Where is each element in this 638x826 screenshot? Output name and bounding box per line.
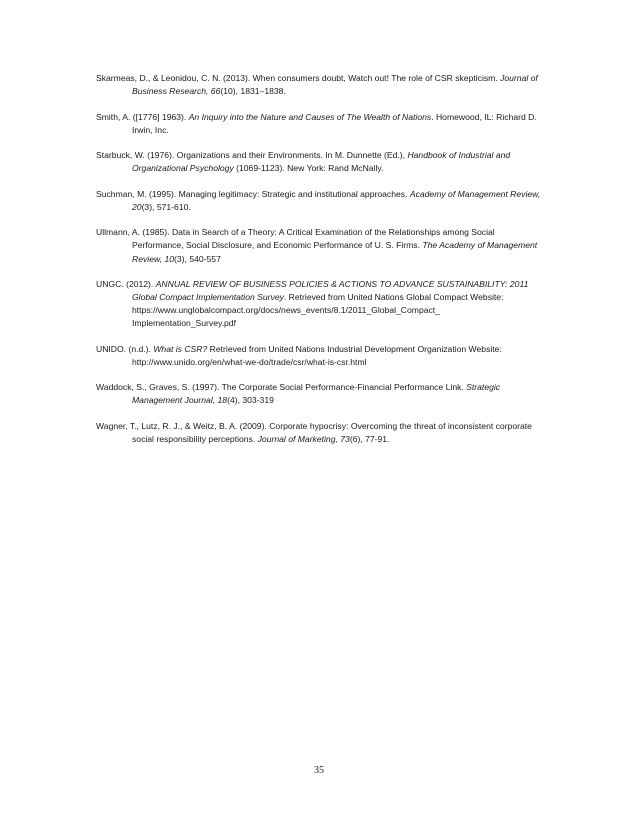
reference-text: UNIDO. (n.d.). bbox=[96, 343, 154, 354]
reference-text: . Homewood, IL: Richard D. Irwin, Inc. bbox=[132, 111, 537, 135]
reference-entry bbox=[96, 343, 546, 369]
reference-entry bbox=[96, 111, 546, 137]
reference-italic: The Academy of Management Review, 10 bbox=[132, 240, 538, 264]
reference-text: Skarmeas, D., & Leonidou, C. N. (2013). When consumers doubt, Watch out! The role of CSR skepticism. bbox=[96, 73, 501, 83]
reference-italic: Academy of Management Review, 20 bbox=[132, 188, 541, 212]
reference-text: Suchman, M. (1995). Managing legitimacy: Strategic and institutional approaches. bbox=[96, 188, 410, 199]
reference-italic: Strategic Management Journal, 18 bbox=[132, 382, 501, 406]
reference-text: Wagner, T., Lutz, R. J., & Weitz, B. A. (2009). Corporate hypocrisy: Overcoming the threat of inconsistent corporate social responsibility perceptions. bbox=[96, 420, 532, 444]
reference-entry bbox=[96, 226, 546, 265]
reference-text: UNGC. (2012). bbox=[96, 278, 156, 289]
reference-entry bbox=[96, 278, 546, 330]
reference-text: Ullmann, A. (1985). Data in Search of a Theory: A Critical Examination of the Relationships among Social Performance, Social Disclosure, and Economic Performance of U. S. Firms. bbox=[96, 227, 495, 251]
reference-text: (4), 303-319 bbox=[227, 395, 274, 406]
reference-text: . Retrieved from United Nations Global Compact Website: https://www.unglobalcompact.org/docs/news_events/8.1/2011_Global_Compact_ Implementation_Survey.pdf bbox=[132, 292, 504, 329]
reference-text: (3), 571-610. bbox=[141, 201, 191, 212]
reference-list bbox=[96, 72, 546, 458]
reference-italic: What is CSR? bbox=[153, 343, 208, 354]
reference-text: Waddock, S., Graves, S. (1997). The Corporate Social Performance-Financial Performance Link. bbox=[96, 382, 467, 393]
reference-entry bbox=[96, 381, 546, 407]
reference-text: Starbuck, W. (1976). Organizations and their Environments. In M. Dunnette (Ed.), bbox=[96, 150, 408, 161]
reference-text: (3), 540-557 bbox=[174, 253, 221, 264]
reference-text: Retrieved from United Nations Industrial Development Organization Website: http://www.unido.org/en/what-we-do/trade/csr/what-is-csr.html bbox=[132, 343, 502, 367]
reference-entry bbox=[96, 188, 546, 214]
reference-text: (6), 77-91. bbox=[349, 434, 390, 444]
reference-entry bbox=[96, 149, 546, 175]
page-number: 35 bbox=[314, 765, 324, 776]
reference-italic: ANNUAL REVIEW OF BUSINESS POLICIES & ACTIONS TO ADVANCE SUSTAINABILITY: 2011 Global Compact Implementation Survey bbox=[132, 278, 529, 303]
reference-italic: Journal of Business Research, 66 bbox=[132, 73, 538, 97]
reference-text: Smith, A. ([1776] 1963). bbox=[96, 111, 189, 122]
reference-entry bbox=[96, 420, 546, 446]
reference-text: (1069-1123). New York: Rand McNally. bbox=[233, 163, 384, 174]
reference-entry bbox=[96, 72, 546, 98]
reference-italic: An Inquiry into the Nature and Causes of The Wealth of Nations bbox=[188, 111, 432, 122]
reference-text: (10), 1831–1838. bbox=[220, 86, 286, 97]
reference-italic: Journal of Marketing, 73 bbox=[257, 434, 350, 444]
reference-italic: Handbook of Industrial and Organizational Psychology bbox=[132, 150, 511, 174]
